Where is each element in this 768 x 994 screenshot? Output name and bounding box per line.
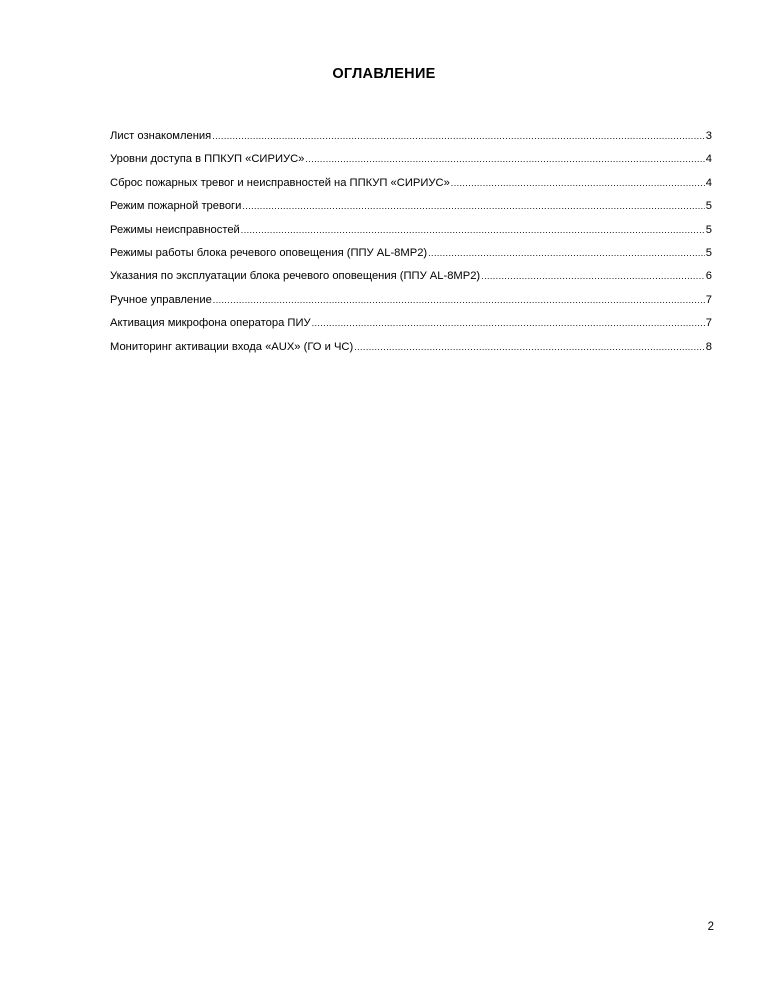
toc-entry[interactable] xyxy=(110,292,712,315)
toc-entry-page: 3 xyxy=(705,130,712,142)
toc-title: ОГЛАВЛЕНИЕ xyxy=(332,66,436,82)
toc-entry-text: Ручное управление xyxy=(110,293,212,306)
toc-entry[interactable] xyxy=(110,222,712,245)
dot-leader xyxy=(481,268,705,284)
toc-entry-text: Уровни доступа в ППКУП «СИРИУС» xyxy=(110,153,305,166)
toc-entry-text: Режимы работы блока речевого оповещения (ППУ AL-8MP2) xyxy=(110,246,428,259)
toc-entry-page: 7 xyxy=(705,317,712,330)
toc-entry-page: 5 xyxy=(705,223,712,236)
toc-entry-text: Сброс пожарных тревог и неисправностей на ППКУП «СИРИУС» xyxy=(110,176,450,189)
dot-leader xyxy=(241,222,705,238)
dot-leader xyxy=(451,175,705,191)
toc-entry-text: Мониторинг активации входа «AUX» (ГО и ЧС) xyxy=(110,340,354,353)
dot-leader xyxy=(428,245,705,261)
toc-entry[interactable] xyxy=(110,339,712,362)
dot-leader xyxy=(242,198,704,214)
toc-entry[interactable] xyxy=(110,268,712,291)
toc-entry[interactable] xyxy=(110,198,712,221)
dot-leader xyxy=(354,339,705,355)
dot-leader xyxy=(213,292,705,308)
toc-entry-text: Режимы неисправностей xyxy=(110,223,240,236)
dot-leader xyxy=(305,151,704,167)
toc-entry[interactable] xyxy=(110,315,712,338)
toc-entry-text: Лист ознакомления xyxy=(110,130,212,142)
toc-entry-page: 7 xyxy=(705,293,712,306)
toc-entry[interactable] xyxy=(110,151,712,174)
toc-entry-text: Указания по эксплуатации блока речевого оповещения (ППУ AL-8MP2) xyxy=(110,270,481,283)
table-of-contents xyxy=(110,128,712,362)
toc-entry-page: 5 xyxy=(705,200,712,213)
toc-entry[interactable] xyxy=(110,128,712,151)
toc-entry[interactable] xyxy=(110,245,712,268)
toc-entry-page: 4 xyxy=(705,153,712,166)
toc-entry-page: 4 xyxy=(705,176,712,189)
dot-leader xyxy=(212,128,705,144)
toc-entry-text: Режим пожарной тревоги xyxy=(110,200,242,213)
toc-entry-text: Активация микрофона оператора ПИУ xyxy=(110,317,311,330)
page-number: 2 xyxy=(707,921,714,933)
toc-entry[interactable] xyxy=(110,175,712,198)
toc-entry-page: 8 xyxy=(705,340,712,353)
dot-leader xyxy=(312,315,705,331)
toc-entry-page: 5 xyxy=(705,246,712,259)
toc-entry-page: 6 xyxy=(705,270,712,283)
